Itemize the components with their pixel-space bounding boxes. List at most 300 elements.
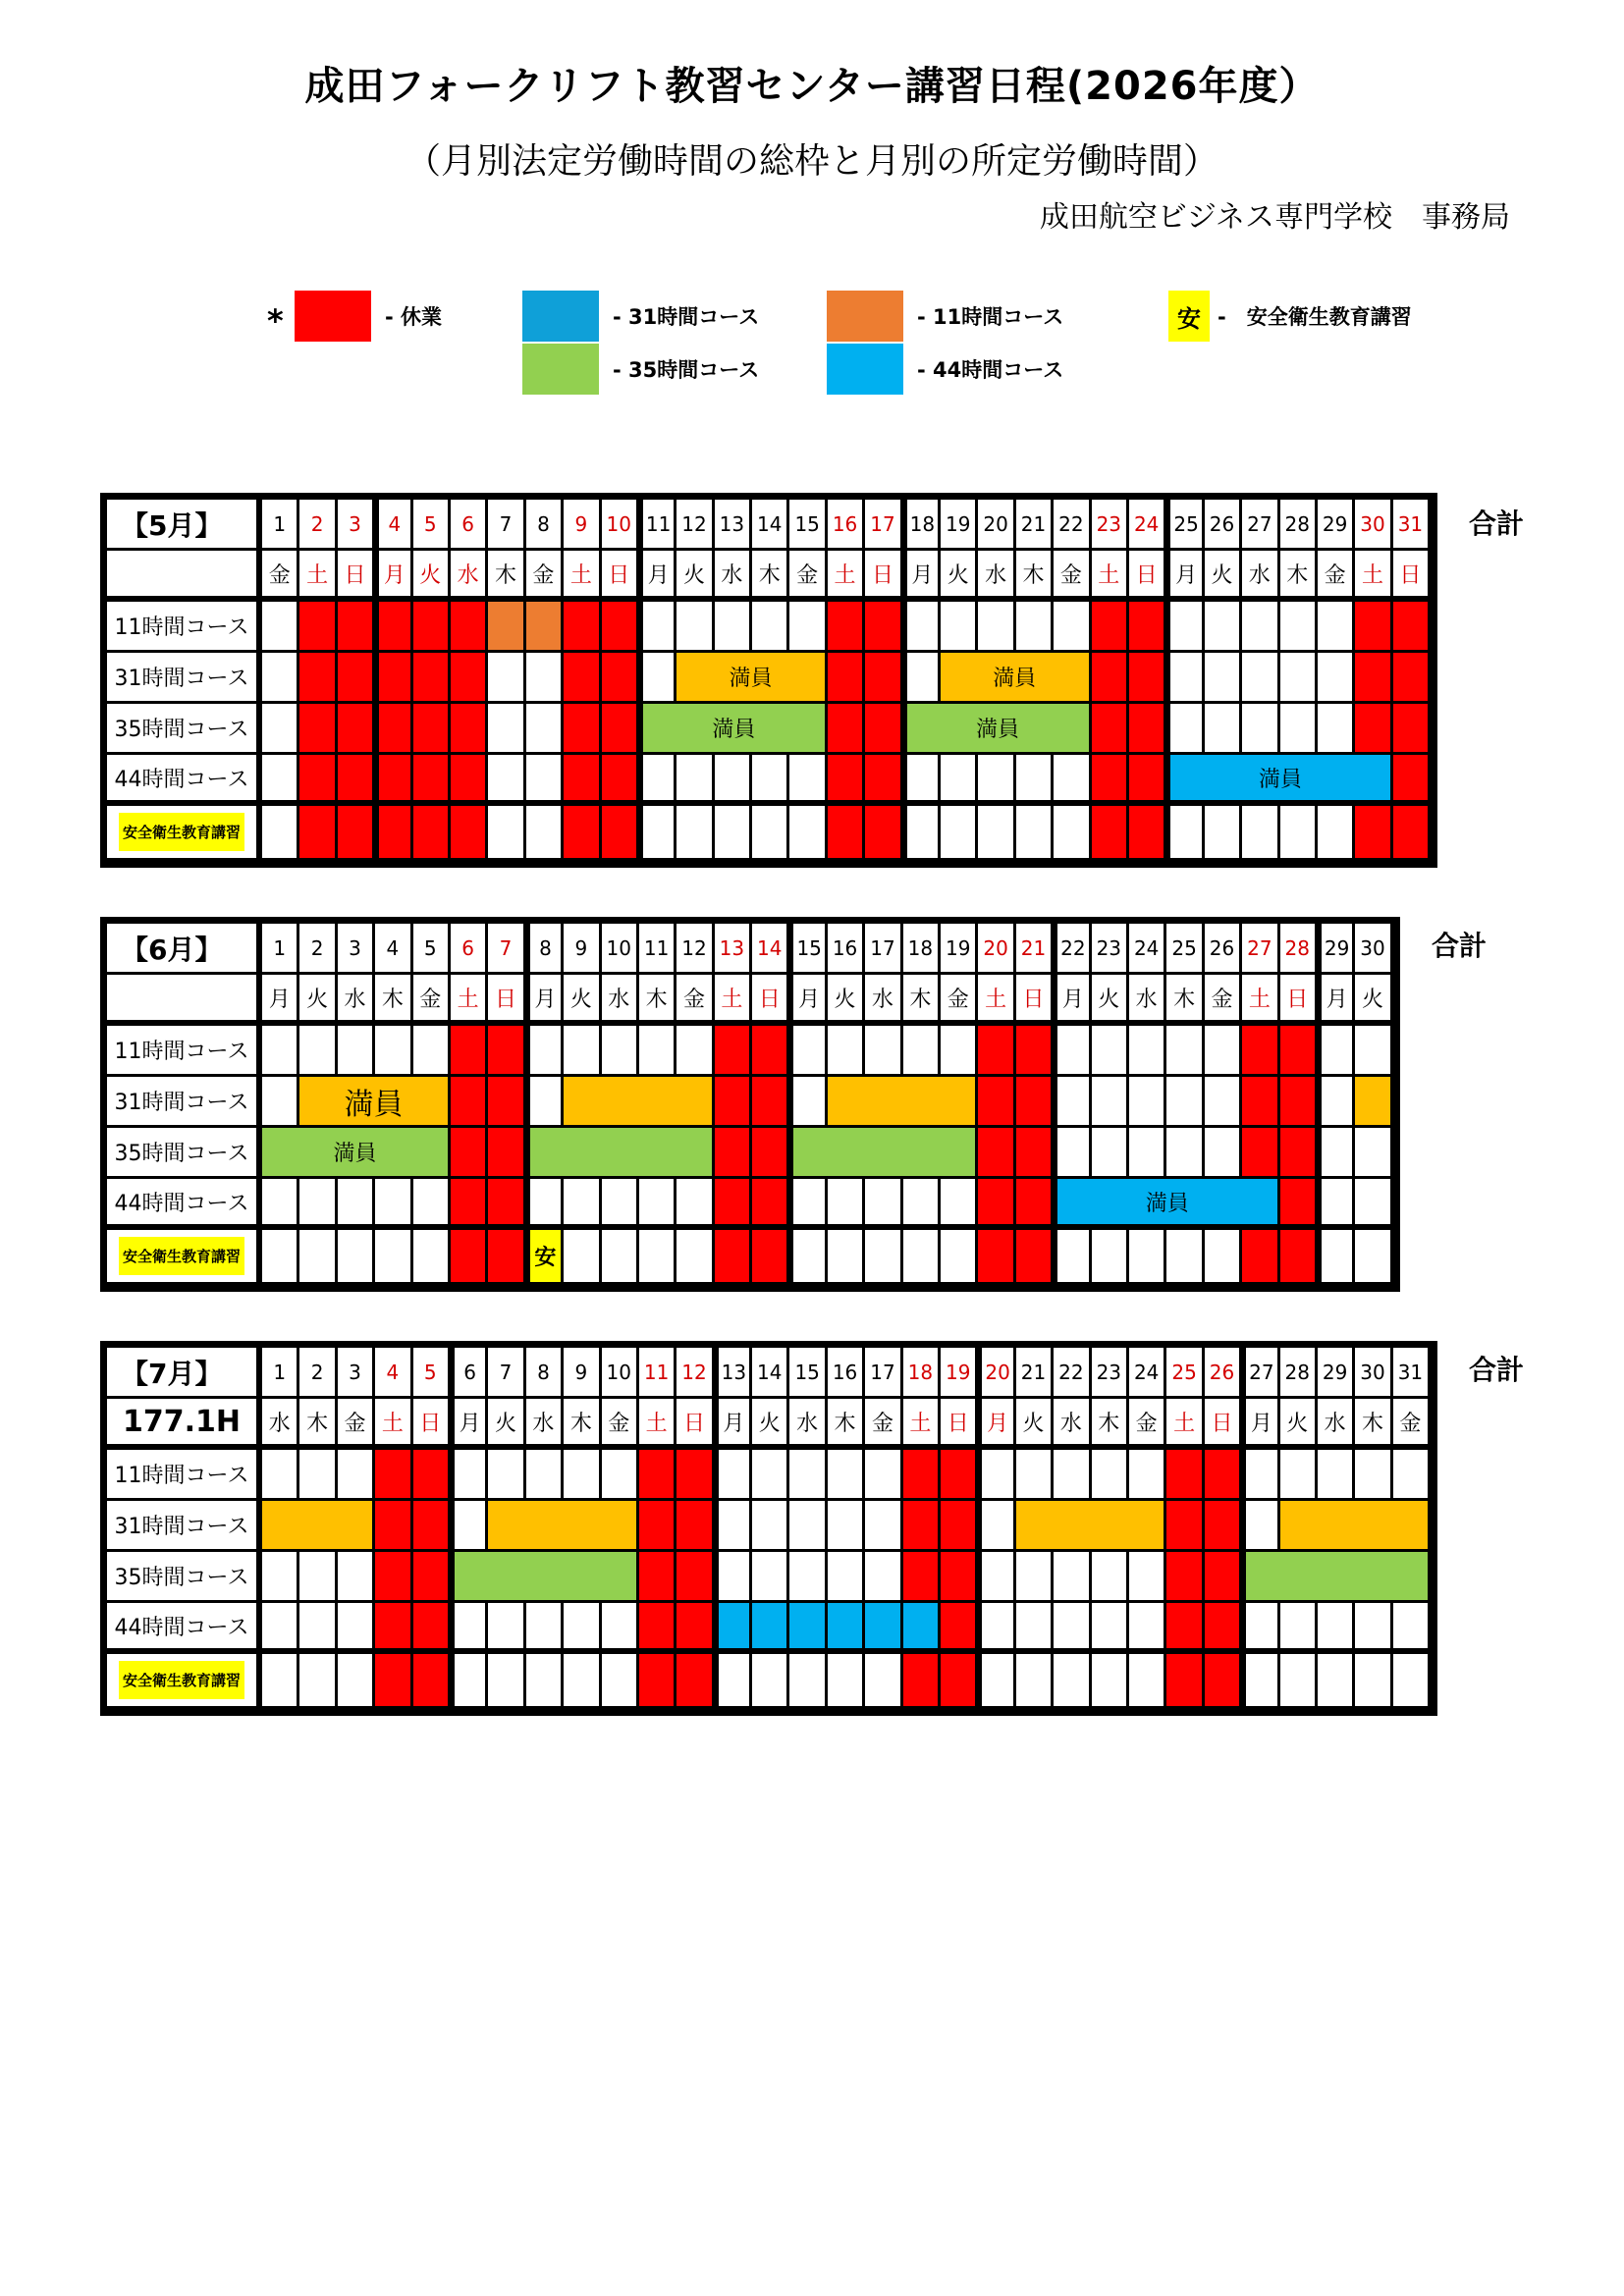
schedule-cell (978, 1654, 1015, 1709)
schedule-cell (1092, 1450, 1129, 1501)
closed-day-cell (375, 755, 412, 806)
closed-day-cell (451, 704, 488, 755)
closed-day-cell (677, 1603, 714, 1654)
day-number: 18 (903, 924, 941, 975)
schedule-cell (262, 1654, 299, 1709)
day-number: 11 (639, 1348, 677, 1399)
row-label-11h: 11時間コース (107, 602, 262, 653)
course-block-c35 (526, 1128, 715, 1179)
closed-day-cell (1355, 602, 1392, 653)
day-number: 25 (1166, 924, 1204, 975)
closed-day-cell (1129, 602, 1166, 653)
course-block-c44 (789, 1603, 827, 1654)
schedule-cell (1129, 1603, 1166, 1654)
day-number: 29 (1318, 500, 1355, 551)
day-number: 14 (752, 924, 789, 975)
weekday: 土 (828, 551, 865, 602)
weekday: 月 (262, 975, 299, 1026)
calendar-may (100, 493, 1437, 868)
closed-day-cell (1092, 755, 1129, 806)
closed-day-cell (978, 1179, 1015, 1230)
schedule-cell (526, 1603, 564, 1654)
schedule-cell (1242, 1603, 1279, 1654)
closed-day-cell (1129, 704, 1166, 755)
row-label-safety (107, 1230, 262, 1285)
closed-day-cell (564, 602, 601, 653)
schedule-cell (978, 806, 1015, 861)
schedule-cell (338, 1179, 375, 1230)
schedule-cell (828, 1230, 865, 1285)
day-number: 15 (789, 924, 827, 975)
day-number: 6 (451, 500, 488, 551)
day-number: 1 (262, 500, 299, 551)
schedule-cell (488, 1450, 525, 1501)
schedule-cell (488, 653, 525, 704)
closed-day-cell (1280, 1077, 1318, 1128)
row-label-11h: 11時間コース (107, 1450, 262, 1501)
weekday: 月 (639, 551, 677, 602)
schedule-cell (1129, 1450, 1166, 1501)
course-block-c11 (488, 602, 525, 653)
schedule-cell (978, 1501, 1015, 1552)
schedule-cell (789, 1077, 827, 1128)
course-block-c35: 満員 (639, 704, 828, 755)
weekday: 日 (602, 551, 639, 602)
schedule-cell (451, 1501, 488, 1552)
day-number: 9 (564, 1348, 601, 1399)
closed-day-cell (413, 1450, 451, 1501)
closed-day-cell (1280, 1179, 1318, 1230)
closed-day-cell (1393, 704, 1431, 755)
schedule-cell (1129, 1077, 1166, 1128)
closed-day-cell (828, 653, 865, 704)
closed-day-cell (752, 1179, 789, 1230)
weekday: 水 (1054, 1399, 1091, 1450)
weekday: 木 (1016, 551, 1054, 602)
weekday: 火 (1280, 1399, 1318, 1450)
closed-day-cell (451, 755, 488, 806)
day-number: 17 (865, 1348, 902, 1399)
legend-35h (522, 344, 759, 395)
schedule-cell (1242, 1501, 1279, 1552)
row-label-35h: 35時間コース (107, 1552, 262, 1603)
day-number: 23 (1092, 500, 1129, 551)
day-number: 7 (488, 1348, 525, 1399)
schedule-cell (789, 1501, 827, 1552)
weekday: 金 (338, 1399, 375, 1450)
closed-day-cell (413, 1654, 451, 1709)
weekday: 火 (1355, 975, 1392, 1026)
day-number: 5 (413, 1348, 451, 1399)
closed-day-cell (1205, 1603, 1242, 1654)
closed-day-cell (1166, 1603, 1204, 1654)
schedule-cell (299, 1026, 337, 1077)
weekday: 木 (1280, 551, 1318, 602)
closed-day-cell (639, 1552, 677, 1603)
closed-day-cell (1166, 1654, 1204, 1709)
weekday: 日 (338, 551, 375, 602)
day-number: 7 (488, 924, 525, 975)
day-number: 28 (1280, 1348, 1318, 1399)
schedule-cell (602, 1654, 639, 1709)
closed-day-cell (941, 1603, 978, 1654)
day-number: 27 (1242, 924, 1279, 975)
schedule-cell (1280, 1450, 1318, 1501)
schedule-cell (1092, 1603, 1129, 1654)
course-block-c44 (903, 1603, 941, 1654)
weekday: 水 (978, 551, 1015, 602)
closed-day-cell (338, 704, 375, 755)
closed-day-cell (602, 755, 639, 806)
weekday: 月 (1242, 1399, 1279, 1450)
closed-day-cell (903, 1450, 941, 1501)
schedule-cell (903, 755, 941, 806)
schedule-cell (1016, 1654, 1054, 1709)
schedule-cell (1318, 653, 1355, 704)
closed-day-cell (1205, 1654, 1242, 1709)
day-number: 20 (978, 500, 1015, 551)
schedule-cell (1054, 806, 1091, 861)
closed-day-cell (978, 1230, 1015, 1285)
weekday: 土 (375, 1399, 412, 1450)
closed-day-cell (1205, 1501, 1242, 1552)
weekday: 日 (865, 551, 902, 602)
schedule-cell (639, 1179, 677, 1230)
schedule-cell (715, 602, 752, 653)
legend-asterisk: * (267, 302, 284, 340)
closed-day-cell (752, 1230, 789, 1285)
schedule-cell (752, 1654, 789, 1709)
schedule-cell (602, 1603, 639, 1654)
closed-day-cell (715, 1077, 752, 1128)
schedule-cell (299, 1552, 337, 1603)
day-number: 13 (715, 500, 752, 551)
closed-day-cell (639, 1603, 677, 1654)
schedule-cell (262, 704, 299, 755)
row-label-safety (107, 1654, 262, 1709)
closed-day-cell (375, 653, 412, 704)
closed-day-cell (677, 1501, 714, 1552)
month-hours-label: 177.1H (107, 1399, 262, 1450)
legend-44h (827, 344, 1063, 395)
weekday: 日 (941, 1399, 978, 1450)
legend-31h-swatch (522, 291, 599, 342)
weekday: 水 (1242, 551, 1279, 602)
course-block-c44: 満員 (1166, 755, 1392, 806)
day-number: 15 (789, 1348, 827, 1399)
day-number: 16 (828, 1348, 865, 1399)
schedule-cell (639, 602, 677, 653)
month-hours-label (107, 551, 262, 602)
row-label-35h: 35時間コース (107, 1128, 262, 1179)
weekday: 月 (978, 1399, 1015, 1450)
schedule-cell (451, 1450, 488, 1501)
day-number: 15 (789, 500, 827, 551)
closed-day-cell (1393, 806, 1431, 861)
weekday: 月 (789, 975, 827, 1026)
schedule-cell (413, 1179, 451, 1230)
weekday: 土 (299, 551, 337, 602)
schedule-cell (338, 1603, 375, 1654)
weekday: 日 (1016, 975, 1054, 1026)
legend-11h-swatch (827, 291, 903, 342)
safety-course-label: 安全衛生教育講習 (119, 1661, 244, 1699)
closed-day-cell (602, 653, 639, 704)
schedule-cell (752, 602, 789, 653)
schedule-cell (1393, 1654, 1431, 1709)
closed-day-cell (677, 1552, 714, 1603)
schedule-cell (828, 1654, 865, 1709)
schedule-cell (526, 755, 564, 806)
closed-day-cell (1242, 1077, 1279, 1128)
schedule-cell (526, 1077, 564, 1128)
closed-day-cell (338, 602, 375, 653)
schedule-cell (1280, 1654, 1318, 1709)
day-number: 19 (941, 500, 978, 551)
closed-day-cell (375, 1654, 412, 1709)
schedule-cell (488, 1603, 525, 1654)
schedule-cell (1280, 1603, 1318, 1654)
closed-day-cell (865, 806, 902, 861)
closed-day-cell (828, 602, 865, 653)
legend-closed-label: - 休業 (385, 305, 443, 329)
closed-day-cell (299, 653, 337, 704)
schedule-cell (262, 755, 299, 806)
day-number: 13 (715, 924, 752, 975)
closed-day-cell (1205, 1450, 1242, 1501)
weekday: 木 (299, 1399, 337, 1450)
closed-day-cell (715, 1179, 752, 1230)
closed-day-cell (413, 704, 451, 755)
closed-day-cell (413, 653, 451, 704)
weekday: 月 (451, 1399, 488, 1450)
schedule-cell (488, 755, 525, 806)
schedule-cell (1242, 806, 1279, 861)
schedule-cell (1129, 1026, 1166, 1077)
schedule-cell (602, 1026, 639, 1077)
office-name: 成田航空ビジネス専門学校 事務局 (1039, 200, 1510, 235)
closed-day-cell (375, 704, 412, 755)
day-number: 12 (677, 1348, 714, 1399)
schedule-cell (752, 1552, 789, 1603)
safety-mark: 安 (526, 1230, 564, 1285)
closed-day-cell (488, 1026, 525, 1077)
weekday: 水 (789, 1399, 827, 1450)
schedule-cell (828, 1450, 865, 1501)
weekday: 木 (903, 975, 941, 1026)
course-block-c35 (789, 1128, 978, 1179)
legend-closed-swatch (295, 291, 371, 342)
schedule-cell (752, 1450, 789, 1501)
weekday: 金 (865, 1399, 902, 1450)
closed-day-cell (978, 1077, 1015, 1128)
day-number: 11 (639, 924, 677, 975)
weekday: 月 (526, 975, 564, 1026)
row-label-44h: 44時間コース (107, 1179, 262, 1230)
schedule-cell (1280, 704, 1318, 755)
weekday: 金 (262, 551, 299, 602)
day-number: 18 (903, 500, 941, 551)
weekday: 木 (1355, 1399, 1392, 1450)
schedule-cell (865, 1501, 902, 1552)
course-block-c31: 満員 (677, 653, 828, 704)
weekday: 月 (1318, 975, 1355, 1026)
legend-closed (295, 291, 442, 342)
schedule-cell (941, 755, 978, 806)
schedule-cell (677, 1230, 714, 1285)
schedule-cell (1242, 1450, 1279, 1501)
closed-day-cell (451, 806, 488, 861)
weekday: 日 (1393, 551, 1431, 602)
schedule-cell (1054, 602, 1091, 653)
schedule-cell (865, 1552, 902, 1603)
day-number: 3 (338, 924, 375, 975)
schedule-cell (1166, 1128, 1204, 1179)
schedule-cell (941, 1026, 978, 1077)
schedule-cell (1355, 1603, 1392, 1654)
schedule-cell (1355, 1654, 1392, 1709)
month-label: 【5月】 (107, 500, 262, 551)
schedule-cell (752, 806, 789, 861)
schedule-cell (1318, 1230, 1355, 1285)
closed-day-cell (451, 1026, 488, 1077)
weekday: 火 (299, 975, 337, 1026)
schedule-cell (828, 1501, 865, 1552)
weekday: 金 (677, 975, 714, 1026)
day-number: 8 (526, 500, 564, 551)
day-number: 6 (451, 924, 488, 975)
schedule-cell (1205, 602, 1242, 653)
weekday: 月 (903, 551, 941, 602)
day-number: 23 (1092, 924, 1129, 975)
weekday: 水 (262, 1399, 299, 1450)
schedule-cell (1054, 1552, 1091, 1603)
day-number: 26 (1205, 500, 1242, 551)
closed-day-cell (451, 1077, 488, 1128)
schedule-cell (526, 653, 564, 704)
schedule-cell (1054, 1450, 1091, 1501)
day-number: 10 (602, 1348, 639, 1399)
schedule-cell (262, 1026, 299, 1077)
schedule-cell (1129, 1552, 1166, 1603)
schedule-cell (262, 1077, 299, 1128)
legend-safety-label: - 安全衛生教育講習 (1218, 305, 1412, 329)
schedule-cell (639, 1026, 677, 1077)
closed-day-cell (752, 1026, 789, 1077)
schedule-cell (789, 1179, 827, 1230)
closed-day-cell (564, 653, 601, 704)
schedule-cell (262, 1450, 299, 1501)
weekday: 金 (1318, 551, 1355, 602)
closed-day-cell (488, 1128, 525, 1179)
schedule-cell (1092, 1552, 1129, 1603)
day-number: 28 (1280, 924, 1318, 975)
weekday: 火 (752, 1399, 789, 1450)
schedule-cell (865, 1230, 902, 1285)
schedule-cell (1393, 1450, 1431, 1501)
schedule-cell (338, 1654, 375, 1709)
schedule-cell (715, 1654, 752, 1709)
schedule-cell (526, 1654, 564, 1709)
schedule-cell (903, 1179, 941, 1230)
schedule-cell (715, 1450, 752, 1501)
weekday: 月 (375, 551, 412, 602)
closed-day-cell (1129, 653, 1166, 704)
legend-44h-label: - 44時間コース (917, 358, 1064, 382)
schedule-cell (1318, 1179, 1355, 1230)
closed-day-cell (413, 806, 451, 861)
safety-course-label: 安全衛生教育講習 (119, 1237, 244, 1275)
weekday: 火 (564, 975, 601, 1026)
schedule-cell (262, 1179, 299, 1230)
day-number: 1 (262, 924, 299, 975)
day-number: 31 (1393, 500, 1431, 551)
day-number: 16 (828, 500, 865, 551)
schedule-cell (564, 1603, 601, 1654)
closed-day-cell (1166, 1450, 1204, 1501)
closed-day-cell (978, 1026, 1015, 1077)
weekday: 水 (526, 1399, 564, 1450)
weekday: 木 (752, 551, 789, 602)
schedule-cell (564, 1654, 601, 1709)
schedule-cell (1242, 602, 1279, 653)
schedule-cell (789, 1552, 827, 1603)
schedule-cell (639, 653, 677, 704)
day-number: 27 (1242, 1348, 1279, 1399)
weekday: 土 (1355, 551, 1392, 602)
weekday: 火 (1205, 551, 1242, 602)
day-number: 11 (639, 500, 677, 551)
schedule-cell (978, 1603, 1015, 1654)
schedule-cell (526, 1026, 564, 1077)
weekday: 木 (375, 975, 412, 1026)
schedule-cell (1318, 1026, 1355, 1077)
weekday: 金 (602, 1399, 639, 1450)
day-number: 18 (903, 1348, 941, 1399)
schedule-cell (1016, 755, 1054, 806)
closed-day-cell (299, 806, 337, 861)
course-block-c31 (564, 1077, 715, 1128)
closed-day-cell (1092, 602, 1129, 653)
day-number: 14 (752, 500, 789, 551)
legend-11h-label: - 11時間コース (917, 305, 1064, 329)
closed-day-cell (715, 1230, 752, 1285)
closed-day-cell (413, 602, 451, 653)
closed-day-cell (488, 1077, 525, 1128)
closed-day-cell (828, 704, 865, 755)
legend-31h (522, 291, 759, 342)
row-label-44h: 44時間コース (107, 1603, 262, 1654)
schedule-cell (1205, 653, 1242, 704)
closed-day-cell (413, 1501, 451, 1552)
closed-day-cell (677, 1450, 714, 1501)
closed-day-cell (375, 806, 412, 861)
closed-day-cell (1205, 1552, 1242, 1603)
closed-day-cell (1280, 1026, 1318, 1077)
closed-day-cell (338, 806, 375, 861)
schedule-cell (1355, 1450, 1392, 1501)
weekday: 木 (828, 1399, 865, 1450)
day-number: 12 (677, 500, 714, 551)
schedule-cell (1016, 1552, 1054, 1603)
day-number: 31 (1393, 1348, 1431, 1399)
schedule-cell (639, 806, 677, 861)
schedule-cell (677, 1179, 714, 1230)
weekday: 月 (1166, 551, 1204, 602)
schedule-cell (1166, 1026, 1204, 1077)
legend-35h-label: - 35時間コース (613, 358, 760, 382)
course-block-c35 (451, 1552, 639, 1603)
